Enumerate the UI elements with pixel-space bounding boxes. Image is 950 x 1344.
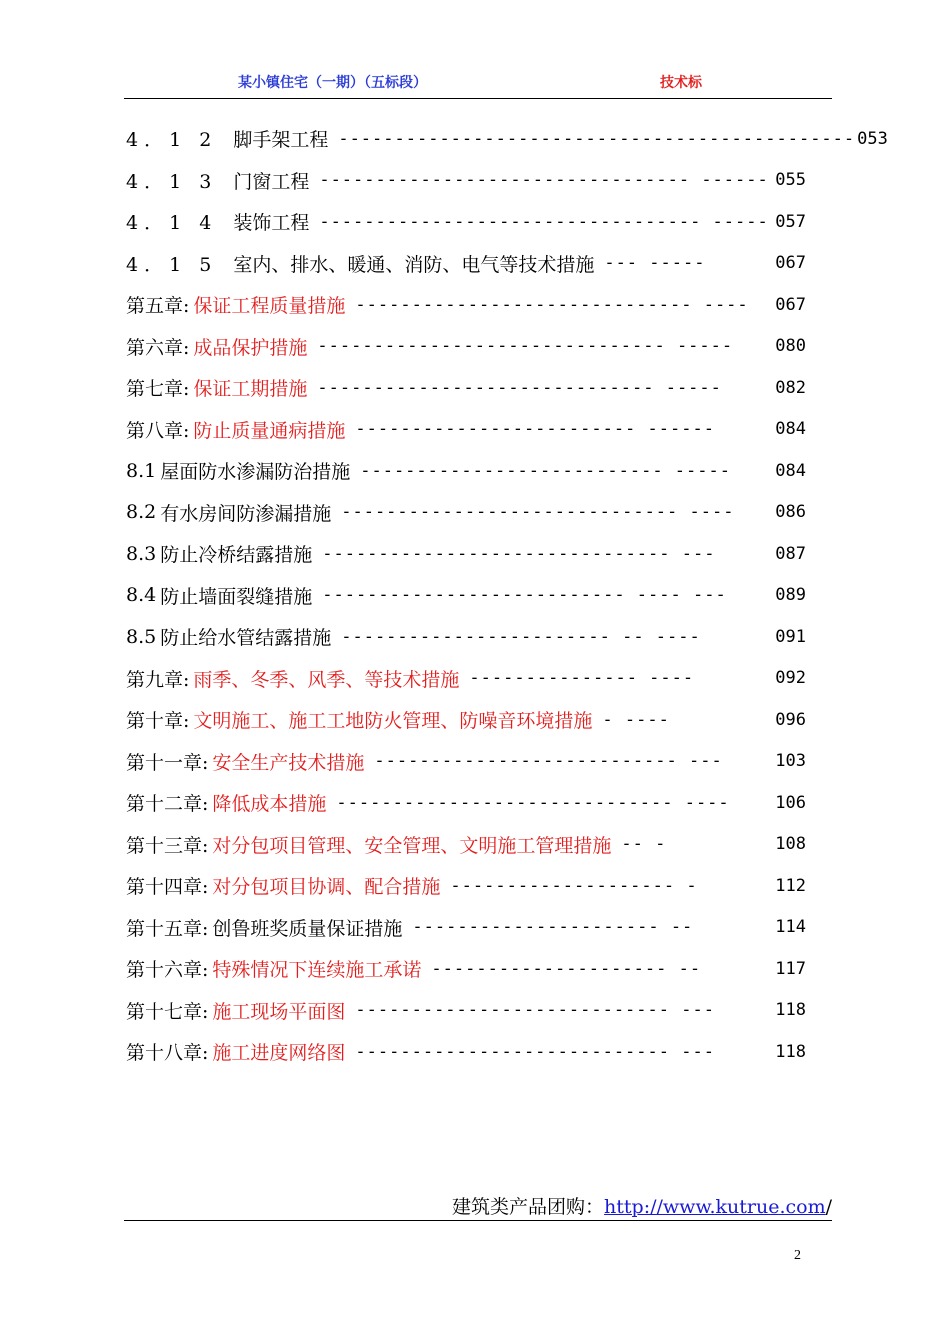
toc-entry-leader: ------------------------ -- ---- <box>341 626 701 647</box>
toc-entry-page: 087 <box>775 543 806 564</box>
toc-entry-page: 103 <box>775 751 806 772</box>
toc-entry-leader: --------------------- -- <box>431 958 702 979</box>
toc-entry-page: 117 <box>775 958 806 979</box>
toc-entry-title: 防止质量通病措施 <box>193 419 346 442</box>
toc-entry-page: 092 <box>775 668 806 689</box>
toc-entry-leader: ---------------------------- --- <box>355 1000 715 1021</box>
toc-entry-leader: ------------------------------- --- <box>322 543 716 564</box>
toc-entry-leader: ------------------------- ------ <box>355 419 715 440</box>
toc-entry-title: 降低成本措施 <box>212 793 327 816</box>
toc-entry-page: 108 <box>775 834 806 855</box>
toc-entry <box>126 741 806 783</box>
toc-entry-title: 文明施工、施工工地防火管理、防噪音环境措施 <box>193 710 593 733</box>
toc-entry-page: 114 <box>775 917 806 938</box>
toc-entry-title: 有水房间防渗漏措施 <box>160 502 332 525</box>
toc-entry-leader: ------------------------------ ---- <box>341 502 735 523</box>
page-header <box>124 64 832 99</box>
toc-entry-title: 安全生产技术措施 <box>212 751 365 774</box>
toc-entry-leader: ------------------------------ ----- <box>317 377 722 398</box>
toc-entry-page: 053 <box>857 128 888 149</box>
toc-entry <box>126 824 806 866</box>
toc-entry-page: 089 <box>775 585 806 606</box>
toc-entry-title: 保证工程质量措施 <box>193 295 346 318</box>
toc-entry-number: 4．1 5 <box>126 253 218 276</box>
toc-entry-number: 第九章: <box>126 668 190 691</box>
toc-entry <box>126 948 806 990</box>
toc-entry <box>126 533 806 575</box>
document-title: 某小镇住宅（一期）（五标段） <box>238 75 427 91</box>
toc-entry-number: 4．1 3 <box>126 170 218 193</box>
toc-entry <box>126 575 806 617</box>
toc-entry-page: 118 <box>775 1041 806 1062</box>
toc-entry-leader: ---------------------------------- ----- <box>319 211 769 232</box>
toc-entry <box>126 1031 806 1073</box>
toc-entry <box>126 492 806 534</box>
toc-entry-title: 防止墙面裂缝措施 <box>160 585 313 608</box>
toc-entry-number: 8.1 <box>126 459 157 482</box>
toc-entry-leader: ---------------------------- --- <box>355 1041 715 1062</box>
toc-entry-number: 8.2 <box>126 501 157 524</box>
toc-entry-number: 第十一章: <box>126 751 209 774</box>
toc-entry-number: 第六章: <box>126 336 190 359</box>
toc-entry-number: 4．1 4 <box>126 212 218 235</box>
toc-entry-leader: --------------------------- ----- <box>360 460 731 481</box>
toc-entry-number: 第十四章: <box>126 876 209 899</box>
toc-entry <box>126 782 806 824</box>
toc-entry-page: 096 <box>775 709 806 730</box>
toc-entry-title: 防止给水管结露措施 <box>160 627 332 650</box>
toc-entry-number: 第十六章: <box>126 959 209 982</box>
toc-entry-leader: ------------------------------ ---- <box>355 294 749 315</box>
footer-label: 建筑类产品团购： <box>452 1196 605 1218</box>
toc-entry-page: 057 <box>775 211 806 232</box>
toc-entry <box>126 326 806 368</box>
toc-entry <box>126 243 806 285</box>
toc-entry <box>126 160 806 202</box>
toc-entry-leader: --------------------------------- ------ <box>319 170 769 191</box>
toc-entry-page: 082 <box>775 377 806 398</box>
toc-entry <box>126 201 806 243</box>
toc-entry-number: 第七章: <box>126 378 190 401</box>
toc-entry-page: 084 <box>775 460 806 481</box>
toc-entry-leader: ---------------------- -- <box>412 917 694 938</box>
toc-entry-number: 第十二章: <box>126 793 209 816</box>
toc-entry-title: 施工现场平面图 <box>212 1000 346 1023</box>
footer-promo <box>452 1192 832 1219</box>
footer-slash: / <box>825 1196 832 1218</box>
toc-entry-page: 067 <box>775 294 806 315</box>
toc-entry-leader: ---------------------------------------------- <box>338 128 856 149</box>
toc-entry-number: 8.4 <box>126 584 157 607</box>
toc-entry-title: 雨季、冬季、风季、等技术措施 <box>193 668 460 691</box>
page-number: 2 <box>794 1248 801 1263</box>
toc-entry <box>126 699 806 741</box>
toc-entry-number: 4．1 2 <box>126 129 218 152</box>
toc-entry-page: 086 <box>775 502 806 523</box>
toc-entry <box>126 990 806 1032</box>
toc-entry-number: 8.5 <box>126 625 157 648</box>
toc-entry-page: 055 <box>775 170 806 191</box>
toc-entry-leader: --------------------------- --- <box>374 751 723 772</box>
toc-entry-title: 保证工期措施 <box>193 378 308 401</box>
toc-entry-page: 106 <box>775 792 806 813</box>
toc-entry-page: 118 <box>775 1000 806 1021</box>
toc-entry-leader: ------------------------------ ---- <box>336 792 730 813</box>
toc-entry-leader: -------------------- - <box>450 875 698 896</box>
toc-entry-title: 施工进度网络图 <box>212 1042 346 1065</box>
toc-entry-page: 080 <box>775 336 806 357</box>
toc-entry-leader: -- - <box>621 834 667 855</box>
toc-entry-number: 第五章: <box>126 295 190 318</box>
toc-entry <box>126 450 806 492</box>
toc-entry-leader: --------------------------- ---- --- <box>322 585 727 606</box>
toc-entry <box>126 118 888 160</box>
toc-entry-leader: --- ----- <box>604 253 706 274</box>
toc-entry-title: 装饰工程 <box>233 212 310 235</box>
toc-entry-title: 防止冷桥结露措施 <box>160 544 313 567</box>
toc-entry-title: 创鲁班奖质量保证措施 <box>212 917 403 940</box>
page-footer <box>124 1192 832 1221</box>
toc-entry-title: 脚手架工程 <box>233 129 329 152</box>
toc-entry-title: 对分包项目管理、安全管理、文明施工管理措施 <box>212 834 612 857</box>
toc-entry-page: 112 <box>775 875 806 896</box>
toc-entry-title: 成品保护措施 <box>193 336 308 359</box>
toc-entry <box>126 616 806 658</box>
toc-entry-number: 8.3 <box>126 542 157 565</box>
table-of-contents <box>126 118 888 1073</box>
toc-entry <box>126 367 806 409</box>
toc-entry-leader: - ---- <box>602 709 670 730</box>
toc-entry-page: 067 <box>775 253 806 274</box>
toc-entry-leader: --------------- ---- <box>469 668 695 689</box>
toc-entry-number: 第十三章: <box>126 834 209 857</box>
toc-entry-page: 091 <box>775 626 806 647</box>
toc-entry <box>126 658 806 700</box>
toc-entry-number: 第十八章: <box>126 1042 209 1065</box>
toc-entry-number: 第十五章: <box>126 917 209 940</box>
toc-entry-title: 门窗工程 <box>233 170 310 193</box>
toc-entry <box>126 907 806 949</box>
toc-entry-number: 第八章: <box>126 419 190 442</box>
toc-entry-title: 屋面防水渗漏防治措施 <box>160 461 351 484</box>
toc-entry-page: 084 <box>775 419 806 440</box>
toc-entry-title: 对分包项目协调、配合措施 <box>212 876 441 899</box>
toc-entry <box>126 284 806 326</box>
toc-entry <box>126 865 806 907</box>
toc-entry-title: 室内、排水、暖通、消防、电气等技术措施 <box>233 253 595 276</box>
document-tag: 技术标 <box>660 75 702 91</box>
footer-link[interactable]: http://www.kutrue.com <box>604 1196 826 1218</box>
toc-entry <box>126 409 806 451</box>
toc-entry-leader: ------------------------------- ----- <box>317 336 734 357</box>
toc-entry-number: 第十章: <box>126 710 190 733</box>
toc-entry-title: 特殊情况下连续施工承诺 <box>212 959 422 982</box>
toc-entry-number: 第十七章: <box>126 1000 209 1023</box>
